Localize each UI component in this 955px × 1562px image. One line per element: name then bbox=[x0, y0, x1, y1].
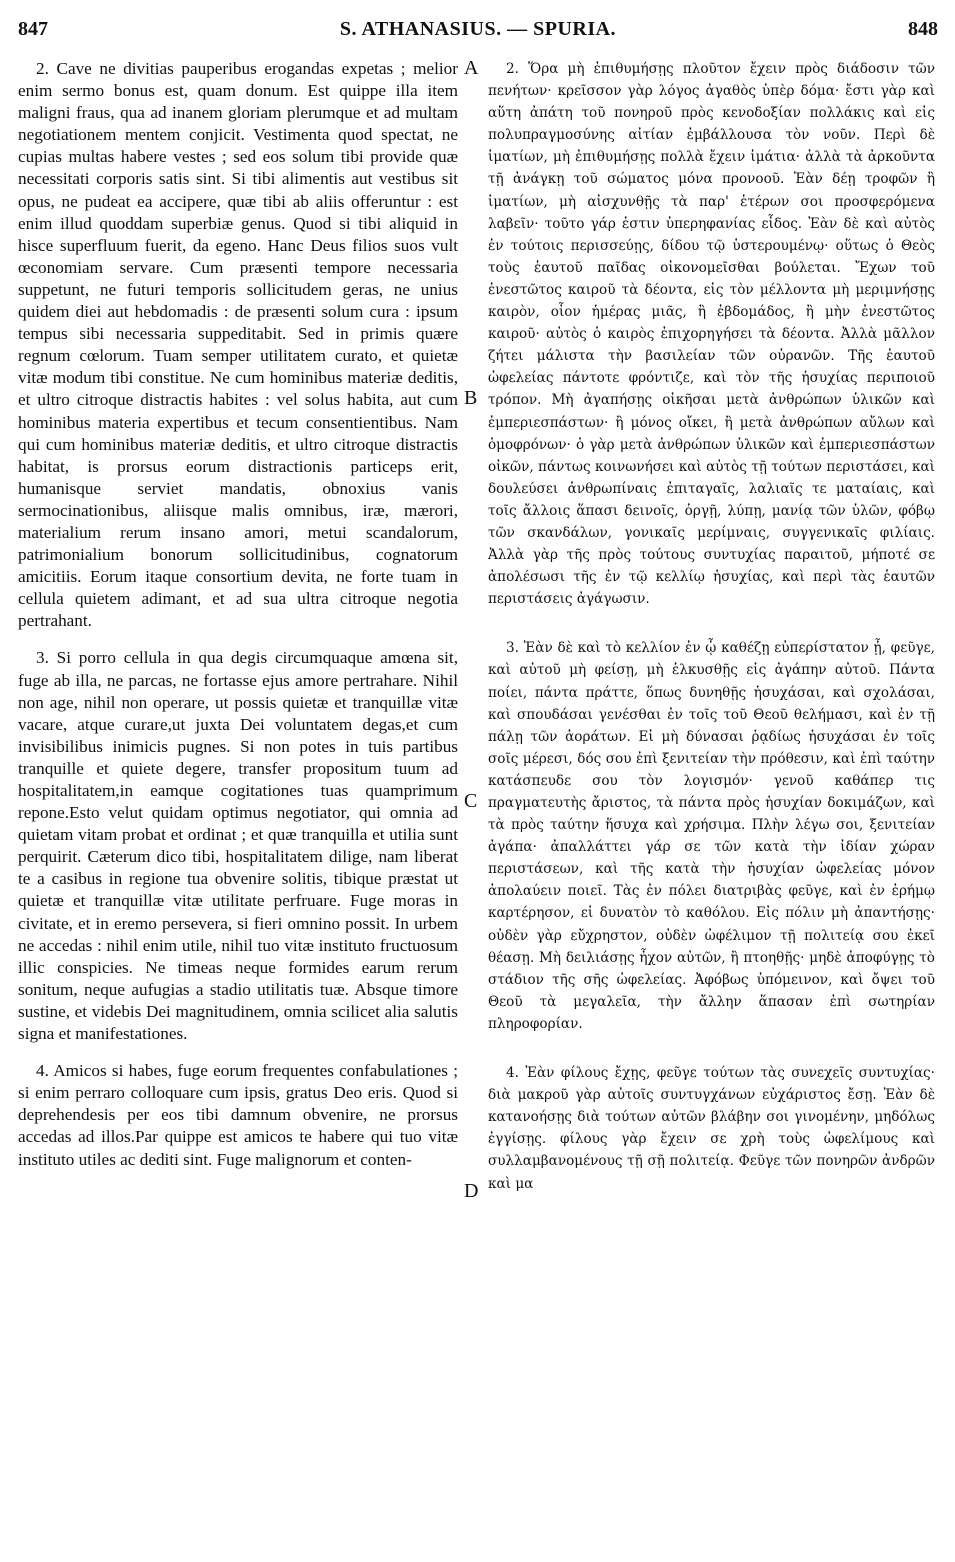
page-number-left: 847 bbox=[18, 18, 48, 40]
latin-column bbox=[18, 58, 458, 1171]
greek-paragraph-3: 3. Ἐὰν δὲ καὶ τὸ κελλίον ἐν ᾧ καθέζῃ εὐπερίστατον ᾖ, φεῦγε, καὶ αὐτοῦ μὴ φείσῃ, μὴ ἑλκυσθῇς εἰς ἀγάπην αὐτοῦ. Πάντα ποίει, πάντα πράττε, ὅπως δυνηθῇς ἡσυχάσαι, καὶ σχολάσαι, καὶ σπουδάσαι γενέσθαι ἐν τοῖς τοῦ Θεοῦ θελήμασι, καὶ ἐν τῇ πάλῃ τῶν ἀοράτων. Εἰ μὴ δύνασαι ῥᾳδίως ἡσυχάσαι ἐν τοῖς σοῖς μέρεσι, δός σου ἐπὶ ξενιτείαν τὴν πρόθεσιν, καὶ ἐπὶ ταύτην κατάσπευδε σου τὸν λογισμόν· γενοῦ καθάπερ τις πραγματευτὴς ἄριστος, τὰ πάντα πρὸς ἡσυχίαν δοκιμάζων, καὶ τὰ πρὸς ταύτην ἥσυχα καὶ χρήσιμα. Πλὴν λέγω σοι, ξενιτείαν ἀγάπα· ἀπαλλάττει γάρ σε τῶν κατὰ τὴν ἰδίαν χώραν περιστάσεων, καὶ τῆς κατὰ τὴν ἡσυχίαν ὠφελείας μόνον ἀπολαύειν ποιεῖ. Τὰς ἐν πόλει διατριβὰς φεῦγε, καὶ ἐν ἐρήμῳ καρτέρησον, εἰ δυνατὸν τὸ καθόλου. Εἰς πόλιν μὴ ἀπαντήσῃς· οὐδὲν γὰρ εὔχρηστον, οὐδὲν ὠφέλιμον τῇ πολιτείᾳ σου ἐκεῖ θέασῃ. Μὴ δειλιάσῃς ἦχον αὐτῶν, ἢ πτοηθῇς· μηδὲ ἀποφύγῃς τὸ στάδιον τῆς σῆς ὠφελείας. Ἀφόβως ὑπόμεινον, καὶ ὄψει τοῦ Θεοῦ τὰ μεγαλεῖα, τὴν ἄλλην ἅπασαν ἐπὶ σωτηρίαν πληροφορίαν. bbox=[488, 640, 935, 1032]
running-header bbox=[18, 18, 938, 46]
margin-marker-b: B bbox=[464, 387, 478, 409]
running-title: S. ATHANASIUS. — SPURIA. bbox=[339, 18, 617, 40]
latin-paragraph-4: 4. Amicos si habes, fuge eorum frequentes confabulationes ; si enim perraro colloquare cum ipsis, gratus Deo eris. Quod si deprehendesis per eos tibi damnum obvenire, ne prorsus accedas ad illos.Par quippe est amicos te habere qui tuo vitæ instituto utiles ac dediti sint. Fuge malignorum et conten- bbox=[18, 1061, 458, 1169]
latin-paragraph-2: 2. Cave ne divitias pauperibus erogandas expetas ; melior enim sermo bonus est, quam donum. Est quippe illa item maligni fraus, qua ad inanem gloriam plerumque et ad multam negotiationem mentem conjicit. Vestimenta quod spectat, ne cupias multas habere vestes ; sed eos solum tibi provide quæ necessitati corporis satis sint. Si tibi alimentis aut vestibus sit opus, ne pudeat ea accipere, quæ tibi ab aliis offeruntur : est enim illud quoddam superbiæ genus. Quod si tibi aliquid in hisce superfluum fuerit, da egeno. Hanc Deus filios suos vult œconomiam servare. Cum præsenti tempore necessaria suppetunt, ne futuri temporis sollicitudem geras, ne unius quidem diei aut hebdomadis : de præsenti solum cura : ipsum tempus sibi necessaria suppeditabit. Sed in primis quære regnum cœlorum. Tuam semper utilitatem curato, et quietæ vitæ modum tibi constitue. Ne cum hominibus materiæ deditis, et ultro citroque distractis habites : vel solus habita, aut cum hominibus materia expertibus et tecum consentientibus. Nam qui cum hominibus materiæ deditis, et ultro citroque distractis habitat, is prorsus eorum distractionis particeps erit, humanisque serviet mandatis, obnoxius vanis sermocinationibus, aliisque malis omnibus, iræ, mærori, materialium rerum insano amori, metui scandalorum, patrimonialium bonorum sollicitudinibus, cognatorum amicitiis. Eorum itaque consortium devita, ne forte tuam in cellula quietem adimant, et ad sua ultra citroque negotia pertrahant. bbox=[18, 59, 458, 631]
greek-paragraph-4: 4. Ἐὰν φίλους ἔχῃς, φεῦγε τούτων τὰς συνεχεῖς συντυχίας· διὰ μακροῦ γὰρ αὐτοῖς συντυγχάνων εὐχάριστος ἔσῃ. Ἐὰν δὲ κατανοήσῃς διὰ τούτων αὐτῶν βλάβην σοι γινομένην, μηδόλως ἐγγίσῃς. φίλους γὰρ ἔχειν σε χρὴ τοὺς ὠφελίμους καὶ συλλαμβανομένους τῇ σῇ πολιτείᾳ. Φεῦγε τῶν πονηρῶν ἀνδρῶν καὶ μα bbox=[488, 1065, 935, 1192]
margin-marker-d: D bbox=[464, 1180, 479, 1202]
margin-marker-c: C bbox=[464, 790, 478, 812]
greek-column bbox=[488, 58, 935, 1195]
page-number-right: 848 bbox=[908, 18, 938, 40]
greek-paragraph-2: 2. Ὅρα μὴ ἐπιθυμήσῃς πλοῦτον ἔχειν πρὸς διάδοσιν τῶν πενήτων· κρεῖσσον γὰρ λόγος ἀγαθὸς ὑπὲρ δόμα· ἔστι γὰρ καὶ αὕτη ἀπάτη τοῦ πονηροῦ πρὸς κενοδοξίαν πολλάκις καὶ εἰς πολυπραγμοσύνης αἰτίαν ἐμβάλλουσα τὸν νοῦν. Περὶ δὲ ἱματίων, μὴ ἐπιθυμήσῃς πολλὰ ἔχειν ἱμάτια· ἀλλὰ τὰ ἀρκοῦντα τῇ ἀνάγκῃ τοῦ σώματος μόνα προνοοῦ. Ἐὰν δέῃ τροφῶν ἢ ἱματίων, μὴ αἰσχυνθῇς τὰ παρ' ἑτέρων σοι προσφερόμενα λαβεῖν· τοῦτο γάρ ἐστιν ὑπερηφανίας εἶδος. Ἐὰν δὲ καὶ αὐτὸς ἐν τούτοις περισσεύῃς, δίδου τῷ ὑστερουμένῳ· οὕτως ὁ Θεὸς τοὺς ἑαυτοῦ παῖδας οἰκονομεῖσθαι βούλεται. Ἔχων τοῦ ἐνεστῶτος καιροῦ τὰ δέοντα, εἰς τὸν μέλλοντα μὴ μεριμνήσῃς καιρὸν, οἷον ἡμέρας μιᾶς, ἢ ἑβδομάδος, ἢ μὴν ἐνεστῶτος καιροῦ· αὐτὸς ὁ καιρὸς ἐπιχορηγήσει τὰ δέοντα. Ἀλλὰ μᾶλλον ζήτει μάλιστα τὴν βασιλείαν τῶν οὐρανῶν. Τῆς ἑαυτοῦ ὠφελείας πάντοτε φρόντιζε, καὶ τὸν τῆς ἡσυχίας περιποιοῦ τρόπον. Μὴ ἀγαπήσῃς οἰκῆσαι μετὰ ἀνθρώπων ὑλικῶν καὶ ἐμπεριεσπάστων· ἢ μόνος οἴκει, ἢ μετὰ ἀνθρώπων αὔλων καὶ ὁμοφρόνων· ὁ γὰρ μετὰ ἀνθρώπων ὑλικῶν καὶ ἐμπεριεσπάστων οἰκῶν, πάντως κοινωνήσει καὶ αὐτὸς τῇ τούτων περιστάσει, καὶ δουλεύσει ἀνθρωπίναις ἐπιταγαῖς, λαλιαῖς τε ματαίαις, καὶ τοῖς ἄλλοις ἅπασι δεινοῖς, ὀργῇ, λύπῃ, μανίᾳ τῶν ὑλῶν, φόβῳ τῶν σκανδάλων, γονικαῖς μερίμναις, συγγενικαῖς φιλίαις. Ἀλλὰ γὰρ τῆς πρὸς τούτους συντυχίας παραιτοῦ, μήποτέ σε ἀπολέσωσι τῆς ἐν τῷ κελλίῳ ἡσυχίας, καὶ περὶ τὰς ἑαυτῶν περιστάσεις ἀγάγωσιν. bbox=[488, 61, 935, 608]
margin-marker-a: A bbox=[464, 57, 479, 79]
latin-paragraph-3: 3. Si porro cellula in qua degis circumquaque amœna sit, fuge ab illa, ne parcas, ne fortasse ejus amore pertrahare. Nihil non age, nihil non operare, ut possis quietæ et tranquillæ vitæ vacare, atque curare,ut juxta Dei voluntatem degas,et cum invisibilibus inimicis pugnes. Si non potes in tuis partibus tranquille et quiete degere, transfer propositum tuum ad hospitalitatem,in eamque cogitationes tuas quamprimum repone.Esto velut quidam optimus negotiator, qui omnia ad quietam vitam probat et ordinat ; et quæ tranquilla et utilia sunt perquirit. Cæterum dico tibi, hospitalitatem dilige, nam liberat te a casibus in regione tua obvenire solitis, tibique præstat ut quietæ et tranquillæ vitæ utilitate perfruare. Fuge moras in civitate, et in eremo persevera, si fieri omnino possit. In urbem ne accedas : nihil enim utile, nihil tuo vitæ instituto fructuosum illic conspicies. Ne timeas neque formides earum rerum sonitum, neque aufugias a stadio utilitatis tuæ. Absque timore sustine, et videbis Dei magnitudinem, omnia scilicet alia salutis signa et manifestationes. bbox=[18, 648, 458, 1044]
